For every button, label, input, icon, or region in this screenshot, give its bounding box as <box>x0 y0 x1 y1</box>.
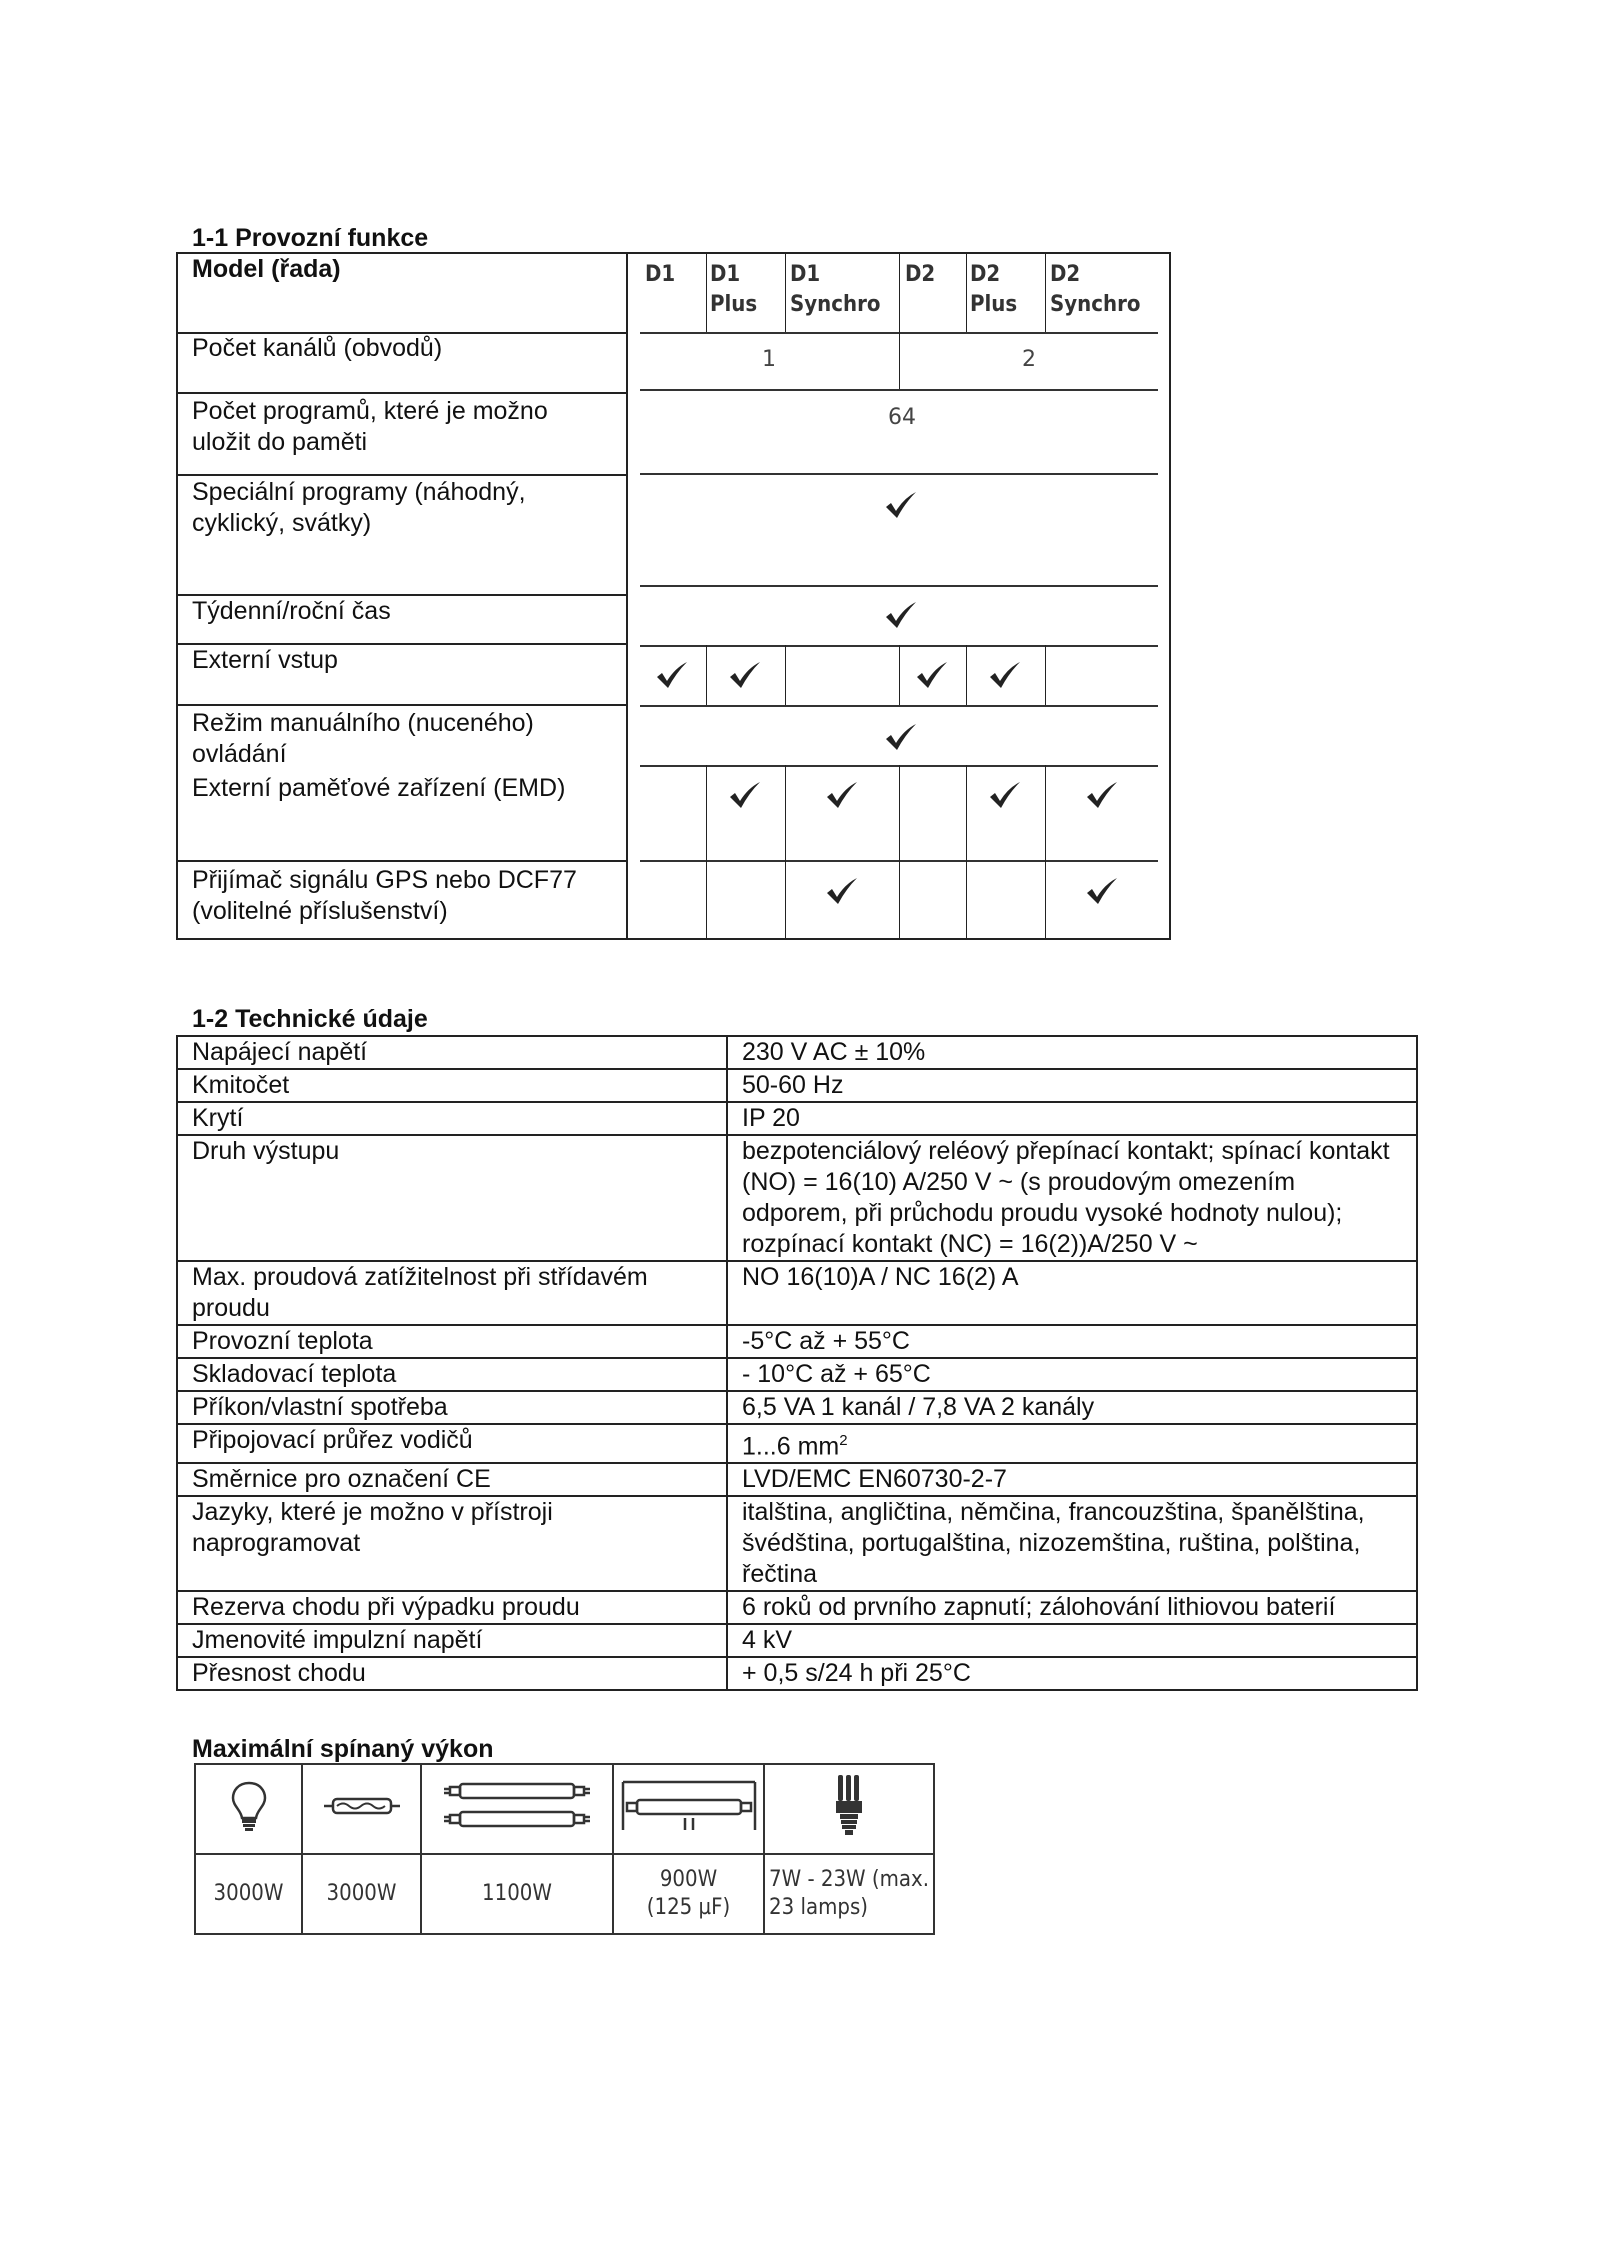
load-value: 3000W <box>195 1854 302 1934</box>
column-divider <box>899 645 900 705</box>
row-label-weekly: Týdenní/roční čas <box>192 597 391 625</box>
column-divider <box>1045 645 1046 705</box>
section-heading-max-switching-power: Maximální spínaný výkon <box>192 1735 494 1763</box>
max-switching-power-table <box>194 1763 935 1935</box>
column-divider <box>966 765 967 940</box>
check-icon <box>728 780 762 810</box>
row-label-manual: Režim manuálního (nuceného) ovládání <box>192 709 534 768</box>
programs-value: 64 <box>888 405 916 430</box>
table-row: Kmitočet 50-60 Hz <box>177 1069 1417 1102</box>
table-row: Napájecí napětí 230 V AC ± 10% <box>177 1036 1417 1069</box>
check-icon <box>655 660 689 690</box>
check-icon <box>884 722 918 752</box>
column-divider <box>966 252 967 332</box>
row-label-gps: Přijímač signálu GPS nebo DCF77 (volitelné příslušenství) <box>192 866 577 925</box>
check-icon <box>988 660 1022 690</box>
column-divider <box>706 765 707 940</box>
compensated-fluorescent-icon <box>613 1764 764 1854</box>
row-label-programs: Počet programů, které je možno uložit do paměti <box>192 397 548 456</box>
grid-line <box>640 705 1158 707</box>
load-value: 900W (125 µF) <box>613 1854 764 1934</box>
load-value: 7W - 23W (max. 23 lamps) <box>764 1854 934 1934</box>
table-row: Přesnost chodu + 0,5 s/24 h při 25°C <box>177 1657 1417 1690</box>
column-divider <box>785 765 786 940</box>
load-value: 1100W <box>421 1854 613 1934</box>
table-row: Směrnice pro označení CE LVD/EMC EN60730-2-7 <box>177 1463 1417 1496</box>
section-heading-operating-functions: 1-1 Provozní funkce <box>192 224 429 252</box>
row-separator <box>176 704 627 706</box>
column-divider <box>899 252 900 332</box>
column-header-d1: D1 <box>645 262 676 287</box>
row-separator <box>176 392 627 394</box>
column-header-d2: D2 <box>905 262 936 287</box>
column-divider <box>1045 765 1046 940</box>
table-row: Krytí IP 20 <box>177 1102 1417 1135</box>
check-icon <box>825 876 859 906</box>
check-icon <box>884 490 918 520</box>
check-icon <box>1085 780 1119 810</box>
table-row: Max. proudová zatížitelnost při střídavém proudu NO 16(10)A / NC 16(2) A <box>177 1261 1417 1325</box>
row-label-external-input: Externí vstup <box>192 646 338 674</box>
column-divider <box>706 252 707 332</box>
check-icon <box>825 780 859 810</box>
grid-line <box>640 473 1158 475</box>
check-icon <box>915 660 949 690</box>
check-icon <box>1085 876 1119 906</box>
table-row: Rezerva chodu při výpadku proudu 6 roků od prvního zapnutí; zálohování lithiovou baterií <box>177 1591 1417 1624</box>
column-divider <box>1045 252 1046 332</box>
channels-d2-value: 2 <box>1022 347 1036 372</box>
column-divider <box>899 765 900 940</box>
row-separator <box>176 474 627 476</box>
column-divider <box>706 645 707 705</box>
column-header-d2-plus: D2 Plus <box>970 262 1018 317</box>
check-icon <box>728 660 762 690</box>
column-divider <box>966 645 967 705</box>
halogen-lamp-icon <box>302 1764 421 1854</box>
check-icon <box>988 780 1022 810</box>
load-value: 3000W <box>302 1854 421 1934</box>
column-header-d1-plus: D1 Plus <box>710 262 758 317</box>
row-label-special: Speciální programy (náhodný, cyklický, svátky) <box>192 478 526 537</box>
table-row: Připojovací průřez vodičů 1...6 $mm^2$ <box>177 1424 1417 1463</box>
model-label: Model (řada) <box>192 255 341 283</box>
technical-data-table <box>176 1035 1418 1691</box>
table-row: Jazyky, které je možno v přístroji naprogramovat italština, angličtina, němčina, francouzština, španělština, švédština, portugalština, nizozemština, ruština, polština, řečtina <box>177 1496 1417 1591</box>
column-divider <box>785 252 786 332</box>
grid-line <box>640 585 1158 587</box>
table-row: Druh výstupu bezpotenciálový reléový přepínací kontakt; spínací kontakt (NO) = 16(10) A/250 V ~ (s proudovým omezením odporem, při průchodu proudu vysoké hodnoty nulou); rozpínací kontakt (NC) = 16(2))A/250 V ~ <box>177 1135 1417 1261</box>
table-row: Příkon/vlastní spotřeba 6,5 VA 1 kanál / 7,8 VA 2 kanály <box>177 1391 1417 1424</box>
table-row: Provozní teplota -5°C až + 55°C <box>177 1325 1417 1358</box>
section-heading-technical-data: 1-2 Technické údaje <box>192 1005 428 1033</box>
fluorescent-tubes-icon <box>421 1764 613 1854</box>
table-row: Jmenovité impulzní napětí 4 kV <box>177 1624 1417 1657</box>
column-divider <box>899 332 900 389</box>
column-header-d1-synchro: D1 Synchro <box>790 262 881 317</box>
column-divider <box>785 645 786 705</box>
energy-saving-lamp-icon <box>764 1764 934 1854</box>
incandescent-bulb-icon <box>195 1764 302 1854</box>
table-divider <box>626 252 628 940</box>
row-separator <box>176 860 627 862</box>
row-label-emd: Externí paměťové zařízení (EMD) <box>192 774 566 802</box>
column-header-d2-synchro: D2 Synchro <box>1050 262 1141 317</box>
row-label-channels: Počet kanálů (obvodů) <box>192 334 443 362</box>
grid-line <box>640 389 1158 391</box>
channels-d1-value: 1 <box>762 347 776 372</box>
table-row: Skladovací teplota - 10°C až + 65°C <box>177 1358 1417 1391</box>
check-icon <box>884 600 918 630</box>
